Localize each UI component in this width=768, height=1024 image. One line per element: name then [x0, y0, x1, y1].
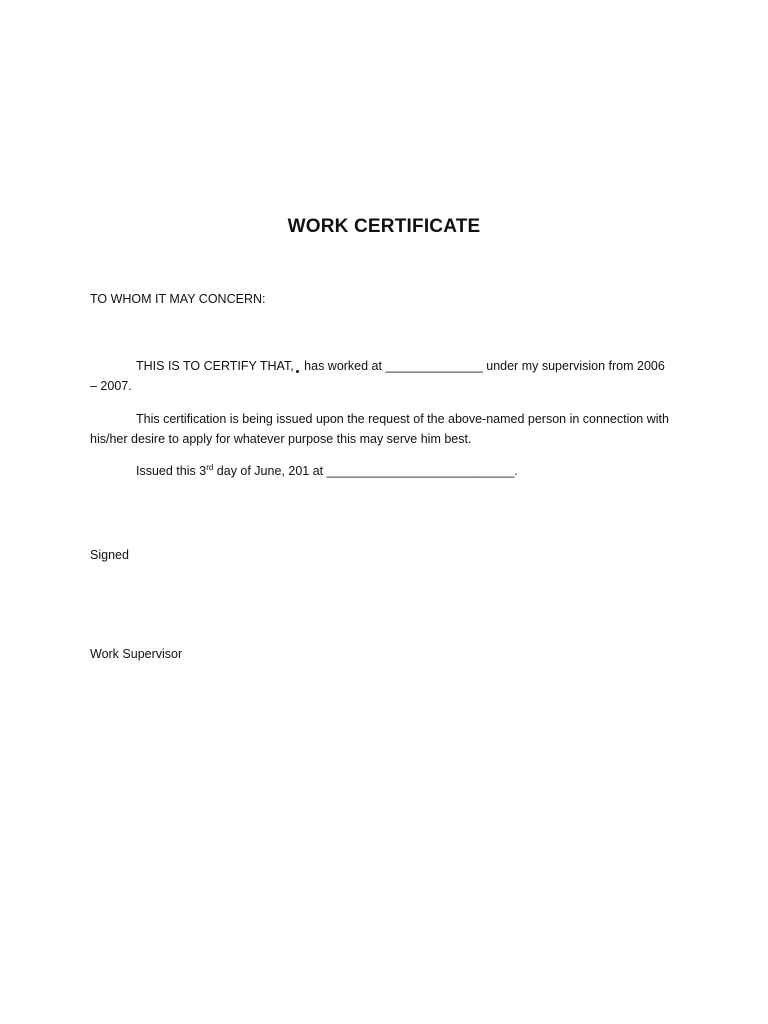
issued-prefix: Issued this 3 [136, 464, 207, 478]
issued-paragraph [90, 461, 670, 481]
purpose-paragraph: This certification is being issued upon the request of the above-named person in connection with his/her desire to apply for whatever purpose this may serve him best. [90, 412, 669, 446]
document-title: WORK CERTIFICATE [287, 216, 481, 237]
certify-rest: under my supervision from 2006 – 2007. [90, 359, 665, 393]
certification-paragraph [90, 356, 670, 396]
certify-middle: has worked at [300, 359, 386, 373]
issued-suffix: . [514, 464, 518, 478]
workplace-blank: ______________ [385, 359, 483, 373]
signed-label: Signed [90, 548, 129, 562]
name-placeholder-marker [296, 370, 299, 373]
certify-lead: THIS IS TO CERTIFY THAT, [136, 359, 294, 373]
issued-middle: day of June, 201 at [213, 464, 327, 478]
salutation: TO WHOM IT MAY CONCERN: [90, 292, 266, 306]
ordinal-suffix: rd [206, 462, 214, 472]
supervisor-label: Work Supervisor [90, 647, 183, 661]
place-blank: ___________________________ [326, 464, 515, 478]
